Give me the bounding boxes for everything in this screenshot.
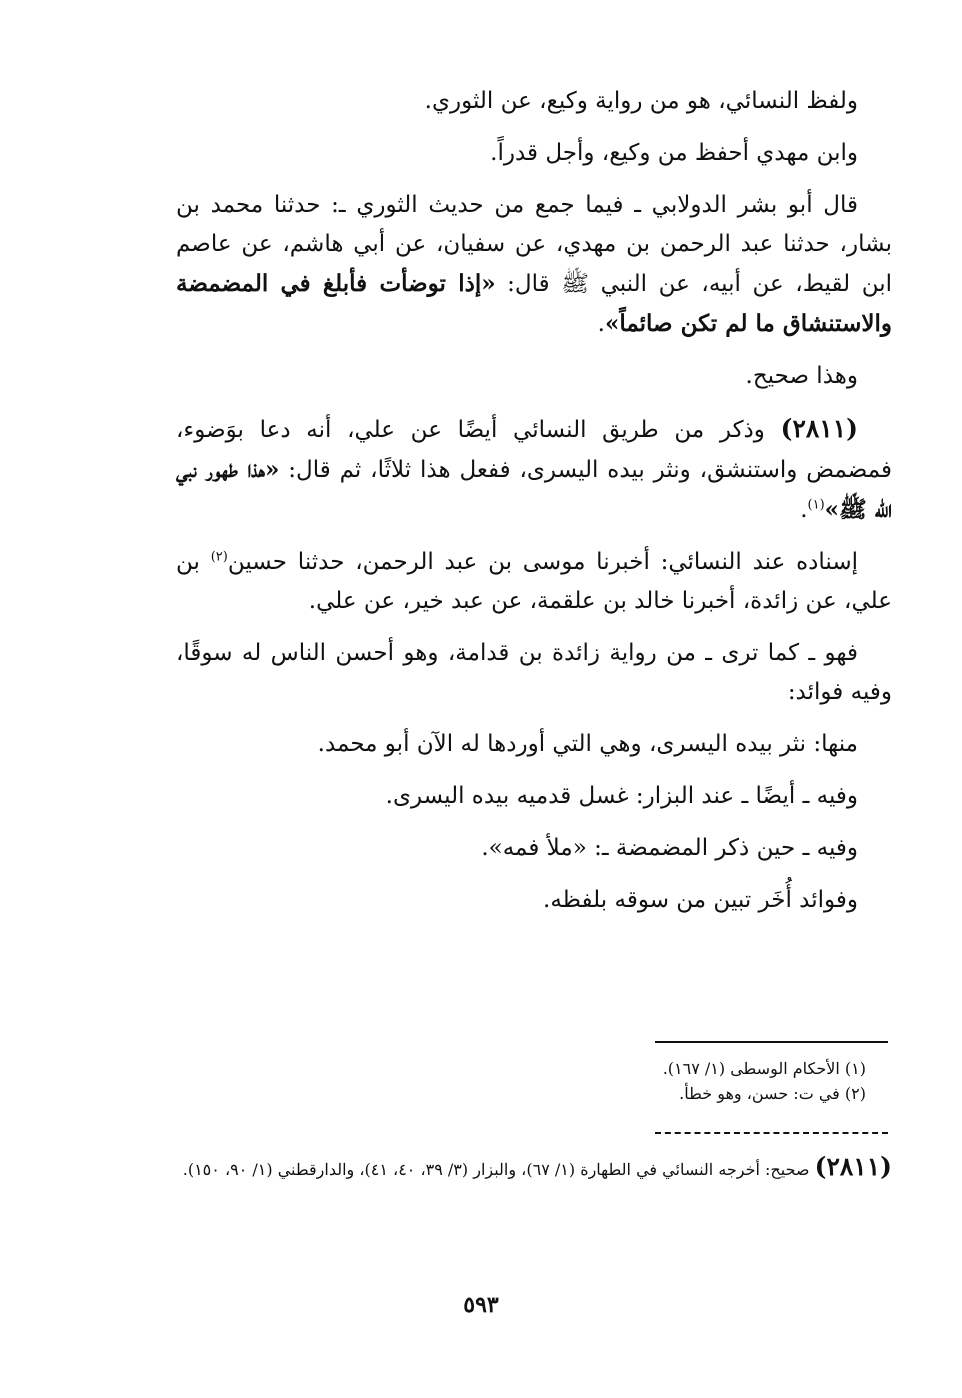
- page-number: ٥٩٣: [463, 1292, 499, 1318]
- takhrij-divider: [655, 1132, 888, 1134]
- main-text: [176, 82, 892, 933]
- hadith-quote-1: «إذا توضأت فأبلغ في المضمضة والاستنشاق ما لم تكن صائماً»: [176, 270, 892, 337]
- takhrij-note: [176, 1150, 892, 1187]
- footnote-ref-2: (٢): [210, 549, 228, 565]
- takhrij-text: صحيح: أخرجه النسائي في الطهارة (١/ ٦٧)، والبزار (٣/ ٣٩، ٤٠، ٤١)، والدارقطني (١/ ٩٠، ١٥٠).: [182, 1160, 815, 1179]
- paragraph-2: وابن مهدي أحفظ من وكيع، وأجل قدراً.: [490, 140, 858, 166]
- paragraph-11: وفوائد أُخَر تبين من سوقه بلفظه.: [543, 887, 858, 913]
- paragraph-5: [176, 409, 892, 530]
- paragraph-5-end: .: [800, 497, 808, 523]
- footnote-ref-1: (١): [807, 497, 825, 513]
- footnotes: [176, 1056, 892, 1106]
- paragraph-8: منها: نثر بيده اليسرى، وهي التي أوردها له الآن أبو محمد.: [317, 731, 858, 757]
- paragraph-5-text: وذكر من طريق النسائي أيضًا عن علي، أنه دعا بوَضوء، فمضمض واستنشق، ونثر بيده اليسرى، ففعل هذا ثلاثًا، ثم قال:: [176, 417, 892, 483]
- paragraph-3-end: .: [597, 311, 605, 337]
- paragraph-3-text: قال أبو بشر الدولابي ـ فيما جمع من حديث الثوري ـ: حدثنا محمد بن بشار، حدثنا عبد الرحمن بن مهدي، عن سفيان، عن أبي هاشم، عن عاصم ابن لقيط، عن أبيه، عن النبي ﷺ قال:: [176, 192, 892, 297]
- paragraph-4: وهذا صحيح.: [745, 363, 858, 389]
- paragraph-1: ولفظ النسائي، هو من رواية وكيع، عن الثوري.: [424, 88, 858, 114]
- paragraph-6-text-a: إسناده عند النسائي: أخبرنا موسى بن عبد الرحمن، حدثنا حسين: [227, 549, 858, 575]
- paragraph-7: فهو ـ كما ترى ـ من رواية زائدة بن قدامة، وهو أحسن الناس له سوقًا، وفيه فوائد:: [176, 640, 892, 705]
- footnote-1: (١) الأحكام الوسطى (١/ ١٦٧).: [662, 1059, 866, 1078]
- footnote-2: (٢) في ت: حسن، وهو خطأ.: [679, 1084, 866, 1103]
- footnote-divider: [655, 1041, 888, 1043]
- paragraph-9: وفيه ـ أيضًا ـ عند البزار: غسل قدميه بيده اليسرى.: [385, 783, 858, 809]
- paragraph-6-text-b: بن علي، عن زائدة، أخبرنا خالد بن علقمة، عن عبد خير، عن علي.: [176, 549, 892, 614]
- takhrij-number: (٢٨١١): [814, 1152, 892, 1181]
- paragraph-3: [176, 186, 892, 344]
- hadith-quote-2: «هذا طهور نبي الله ﷺ»: [176, 456, 892, 523]
- hadith-number: (٢٨١١): [780, 414, 858, 443]
- paragraph-6: [176, 543, 892, 621]
- paragraph-10: وفيه ـ حين ذكر المضمضة ـ: «ملأ فمه».: [481, 835, 858, 861]
